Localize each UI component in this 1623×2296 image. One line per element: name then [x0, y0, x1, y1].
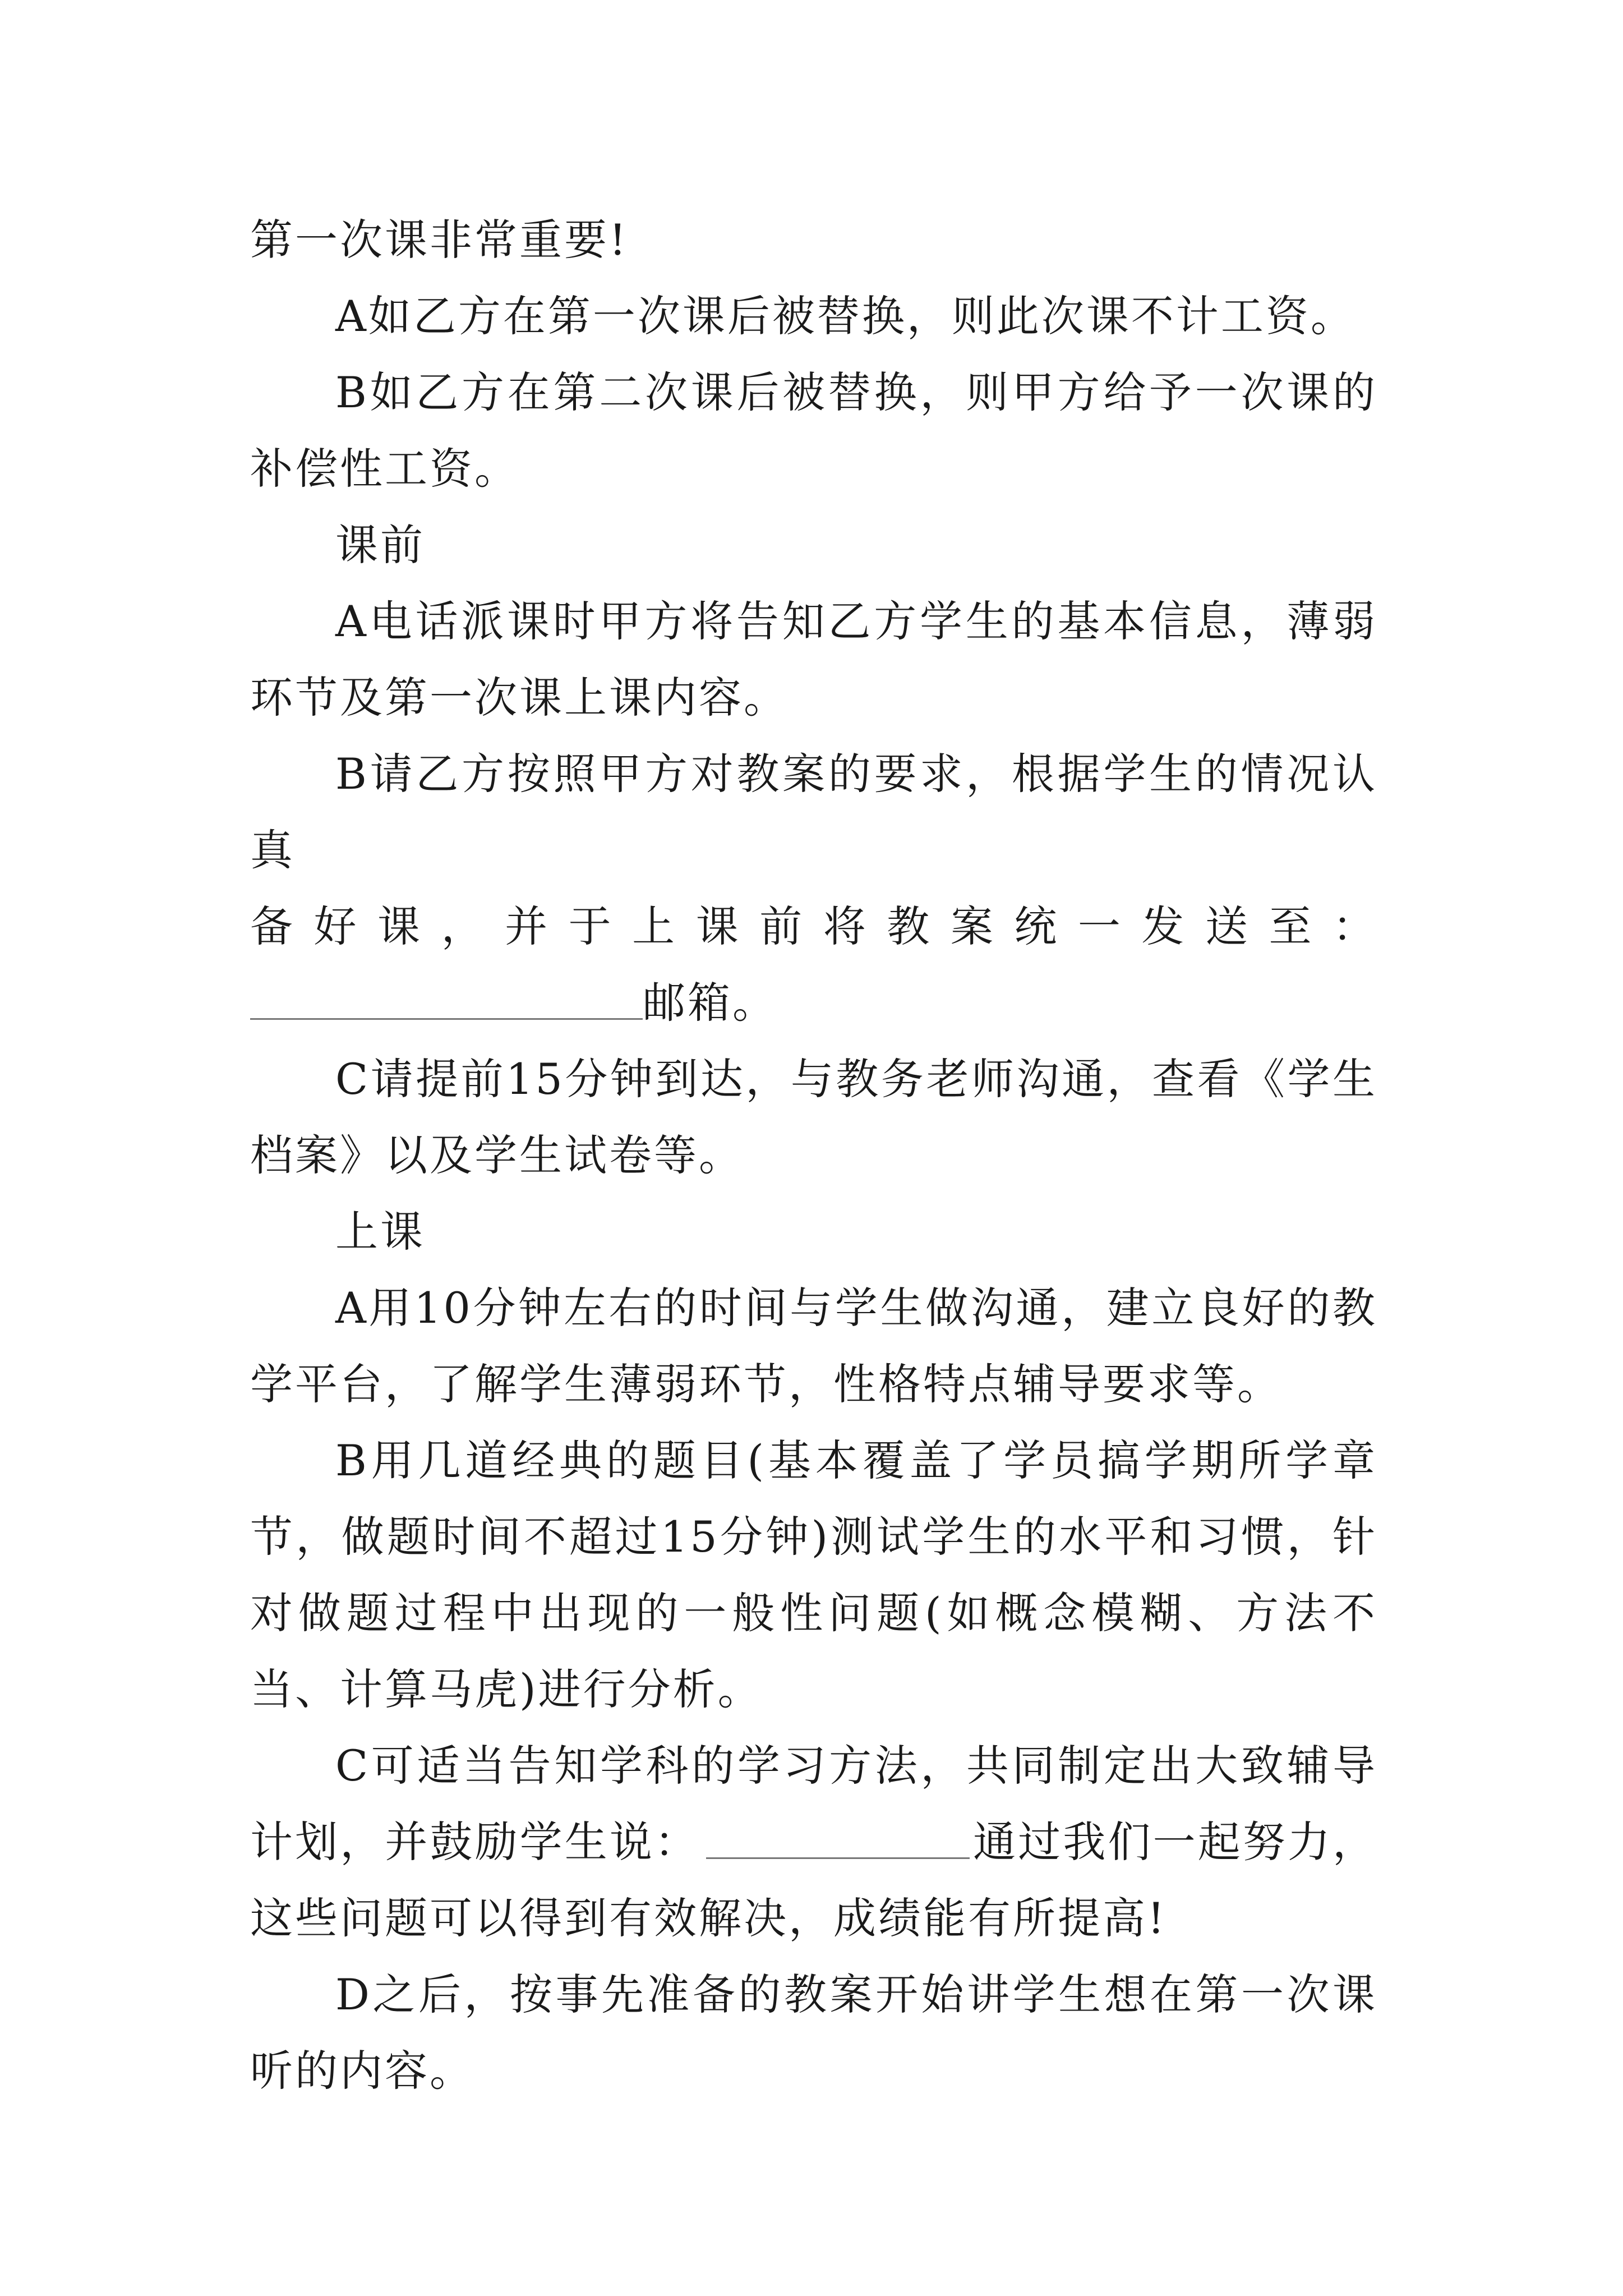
paragraph-first-lesson-important: 第一次课非常重要! — [250, 215, 629, 265]
paragraph-replaced-after-second-lesson: B如乙方在第二次课后被替换，则甲方给予一次课的补偿性工资。 — [250, 367, 1377, 494]
encouragement-blank-line — [706, 1816, 970, 1859]
paragraph-teach-content: D之后，按事先准备的教案开始讲学生想在第一次课听的内容。 — [250, 1970, 1377, 2096]
lesson-plan-line-2: 备好课，并于上课前将教案统一发送至： — [250, 901, 1377, 951]
section-heading-in-class: 上课 — [335, 1207, 425, 1257]
paragraph-lesson-plan-submission — [250, 736, 1377, 1041]
paragraph-communication: A用10分钟左右的时间与学生做沟通，建立良好的教学平台，了解学生薄弱环节，性格特点辅导要求等。 — [250, 1283, 1377, 1409]
study-methods-text-start: C可适当告知学科的学习方法，共同制定出大致辅导计划，并鼓励学生说： — [250, 1741, 1377, 1867]
lesson-plan-line-1: B请乙方按照甲方对教案的要求，根据学生的情况认真 — [250, 749, 1377, 875]
email-suffix-text: 邮箱。 — [643, 978, 777, 1028]
study-methods-text-end: 通过我们一起努力，这些问题可以得到有效解决，成绩能有所提高! — [250, 1817, 1378, 1943]
document-body — [250, 202, 1377, 2109]
paragraph-replaced-after-first-lesson: A如乙方在第一次课后被替换，则此次课不计工资。 — [335, 291, 1355, 341]
paragraph-classic-problems: B用几道经典的题目(基本覆盖了学员搞学期所学章节，做题时间不超过15分钟)测试学生的水平和习惯，针对做题过程中出现的一般性问题(如概念模糊、方法不当、计算马虎)进行分析。 — [250, 1435, 1377, 1714]
paragraph-arrive-early: C请提前15分钟到达，与教务老师沟通，查看《学生档案》以及学生试卷等。 — [250, 1054, 1377, 1180]
email-blank-line — [250, 977, 643, 1020]
paragraph-phone-assignment: A电话派课时甲方将告知乙方学生的基本信息，薄弱环节及第一次课上课内容。 — [250, 596, 1377, 723]
lesson-plan-line-3 — [250, 965, 1377, 1041]
paragraph-study-methods — [250, 1728, 1377, 1957]
section-heading-before-class: 课前 — [335, 520, 425, 570]
